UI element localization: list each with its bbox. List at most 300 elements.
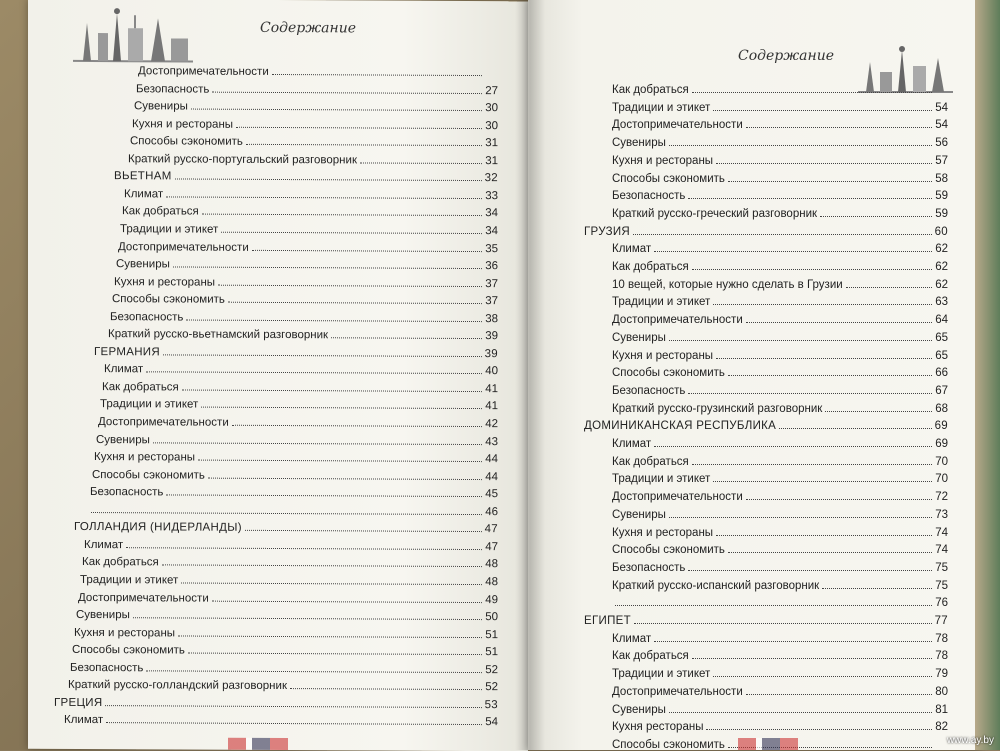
toc-page-number: 60	[934, 226, 948, 238]
toc-entry-title: Сувениры	[612, 332, 666, 344]
toc-entry-title: Краткий русско-португальский разговорник	[128, 153, 357, 166]
left-page	[28, 0, 528, 751]
toc-page-number: 65	[934, 332, 948, 344]
background-edge	[975, 0, 1000, 750]
toc-entry-title: Сувениры	[116, 258, 170, 270]
toc-section-row	[94, 342, 498, 360]
dot-leader	[713, 480, 932, 482]
toc-entry-row	[84, 535, 498, 553]
toc-entry-title: Способы сэкономить	[92, 469, 205, 482]
toc-page-number: 77	[934, 615, 948, 627]
toc-page-number: 37	[484, 295, 498, 307]
dot-leader	[360, 161, 482, 164]
dot-leader	[146, 371, 482, 375]
toc-entry-title: Достопримечательности	[612, 119, 743, 131]
toc-page-number: 50	[484, 611, 498, 623]
toc-page-number: 54	[934, 102, 948, 114]
toc-entry-row	[64, 710, 498, 728]
toc-entry-row	[136, 79, 498, 97]
dot-leader	[221, 231, 482, 234]
toc-entry-row	[612, 239, 948, 255]
toc-page-number: 66	[934, 367, 948, 379]
toc-entry-title: ВЬЕТНАМ	[114, 170, 172, 182]
toc-page-number: 30	[484, 102, 498, 114]
toc-entry-row	[94, 447, 498, 465]
dot-leader	[728, 374, 932, 376]
toc-page-number: 34	[484, 225, 498, 237]
dot-leader	[182, 388, 482, 392]
toc-entry-title: Как добраться	[612, 261, 689, 273]
toc-entry-title: Способы сэкономить	[130, 135, 243, 148]
toc-entry-title: Традиции и этикет	[612, 473, 710, 485]
toc-page-number: 79	[934, 668, 948, 680]
toc-entry-title: Как добраться	[612, 84, 689, 96]
toc-page-number: 59	[934, 190, 948, 202]
toc-entry-title: Климат	[124, 188, 163, 200]
toc-entry-row	[612, 257, 948, 273]
toc-entry-row	[116, 254, 498, 272]
book-spine	[515, 0, 545, 750]
toc-entry-row	[612, 469, 948, 485]
toc-page-number: 32	[484, 172, 498, 184]
toc-page-number: 30	[484, 120, 498, 132]
flags-decoration	[738, 738, 798, 750]
toc-entry-title: Традиции и этикет	[612, 296, 710, 308]
toc-entry-title: Кухня рестораны	[612, 721, 703, 733]
toc-entry-row	[612, 133, 948, 149]
toc-entry-title: Сувениры	[612, 137, 666, 149]
toc-entry-row	[124, 184, 498, 202]
toc-page-number: 72	[934, 491, 948, 503]
toc-entry-row	[612, 204, 948, 220]
dot-leader	[728, 180, 932, 182]
toc-entry-row	[612, 664, 948, 680]
toc-entry-title: Способы сэкономить	[612, 739, 725, 750]
dot-leader	[846, 286, 932, 288]
toc-entry-title: Как добраться	[122, 206, 199, 218]
toc-page-number: 75	[934, 580, 948, 592]
dot-leader	[654, 640, 932, 642]
dot-leader	[208, 476, 482, 479]
toc-page-number: 51	[484, 646, 498, 658]
toc-entry-row	[612, 646, 948, 662]
toc-page-number: 51	[484, 629, 498, 641]
toc-entry-title: Кухня и рестораны	[612, 155, 713, 167]
dot-leader	[779, 427, 932, 429]
toc-entry-title: Кухня и рестораны	[94, 451, 195, 464]
toc-entry-row	[612, 399, 948, 415]
dot-leader	[105, 704, 482, 708]
toc-entry-row	[612, 98, 948, 114]
toc-page-number: 39	[484, 348, 498, 360]
toc-entry-title: Сувениры	[134, 100, 188, 112]
toc-page-number: 75	[934, 562, 948, 574]
toc-entry-title: ГОЛЛАНДИЯ (НИДЕРЛАНДЫ)	[74, 521, 242, 534]
toc-page-number: 47	[484, 523, 498, 535]
toc-entry-title: Как добраться	[82, 556, 159, 568]
toc-entry-row	[612, 700, 948, 716]
dot-leader	[228, 301, 482, 304]
dot-leader	[746, 693, 932, 695]
dot-leader	[716, 357, 932, 359]
toc-page-number: 59	[934, 208, 948, 220]
toc-entry-title: ГЕРМАНИЯ	[94, 346, 160, 358]
toc-entry-title: ГРУЗИЯ	[584, 226, 630, 238]
toc-page-number: 73	[934, 509, 948, 521]
toc-page-number: 37	[484, 278, 498, 290]
dot-leader	[669, 339, 932, 341]
toc-page-number: 68	[934, 403, 948, 415]
toc-page-number: 67	[934, 385, 948, 397]
toc-page-number: 46	[484, 506, 498, 518]
toc-page-number: 33	[484, 190, 498, 202]
toc-entry-title: Как добраться	[612, 456, 689, 468]
dot-leader	[746, 126, 932, 128]
dot-leader	[91, 511, 482, 515]
toc-entry-title: Климат	[612, 633, 651, 645]
toc-entry-row	[108, 324, 498, 342]
toc-page-number: 54	[934, 119, 948, 131]
dot-leader	[669, 711, 932, 713]
toc-entry-title: Безопасность	[90, 486, 163, 498]
toc-entry-title: ДОМИНИКАНСКАЯ РЕСПУБЛИКА	[584, 420, 776, 432]
toc-entry-row	[612, 275, 948, 291]
toc-page-number: 38	[484, 313, 498, 325]
toc-entry-title: Сувениры	[612, 509, 666, 521]
toc-page-number: 43	[484, 436, 498, 448]
toc-entry-row	[104, 359, 498, 377]
toc-entry-row	[100, 395, 498, 413]
toc-entry-title: Как добраться	[102, 381, 179, 393]
toc-section-row	[584, 416, 948, 432]
toc-entry-title: Традиции и этикет	[120, 223, 218, 236]
dot-leader	[246, 143, 482, 146]
dot-leader	[746, 321, 932, 323]
toc-entry-row	[612, 523, 948, 539]
toc-entry-row	[74, 623, 498, 641]
toc-entry-row	[68, 675, 498, 693]
toc-entry-title: Достопримечательности	[612, 686, 743, 698]
dot-leader	[272, 73, 482, 76]
dot-leader	[688, 392, 932, 394]
toc-page-number: 27	[484, 85, 498, 97]
toc-page-number: 70	[934, 473, 948, 485]
toc-entry-row	[612, 487, 948, 503]
toc-page-number: 69	[934, 420, 948, 432]
toc-entry-row	[138, 61, 498, 79]
dot-leader	[669, 144, 932, 146]
toc-entry-title: Безопасность	[612, 385, 685, 397]
dot-leader	[615, 604, 932, 606]
toc-entry-row	[102, 377, 498, 395]
toc-entry-title: Краткий русско-вьетнамский разговорник	[108, 328, 328, 341]
toc-page-number: 78	[934, 633, 948, 645]
toc-entry-title: Сувениры	[76, 609, 130, 621]
toc-entry-row	[132, 114, 498, 132]
toc-entry-row	[130, 131, 498, 149]
dot-leader	[692, 657, 932, 659]
toc-entry-row	[134, 96, 498, 114]
toc-section-row	[584, 222, 948, 238]
toc-entry-title: ГРЕЦИЯ	[54, 697, 102, 709]
toc-entry-row	[612, 452, 948, 468]
toc-entry-row	[612, 381, 948, 397]
toc-entry-row	[78, 587, 498, 605]
toc-page-number: 82	[934, 721, 948, 733]
toc-entry-title: Кухня и рестораны	[612, 527, 713, 539]
toc-entry-title: Достопримечательности	[98, 416, 229, 429]
toc-entry-row	[612, 434, 948, 450]
toc-page-number: 74	[934, 544, 948, 556]
toc-entry-title: Кухня и рестораны	[114, 276, 215, 289]
flags-decoration	[228, 738, 288, 750]
dot-leader	[634, 622, 932, 624]
dot-leader	[166, 195, 482, 199]
dot-leader	[692, 91, 932, 93]
toc-entry-title: Кухня и рестораны	[74, 627, 175, 640]
toc-page-number: 65	[934, 350, 948, 362]
dot-leader	[716, 534, 932, 536]
toc-page-number: 63	[934, 296, 948, 308]
toc-page-number: 39	[484, 330, 498, 342]
dot-leader	[106, 721, 482, 725]
toc-page-number: 48	[484, 576, 498, 588]
dot-leader	[186, 318, 482, 322]
toc-page-number: 62	[934, 279, 948, 291]
right-page	[528, 0, 980, 750]
toc-entry-title: Традиции и этикет	[612, 102, 710, 114]
dot-leader	[692, 268, 932, 270]
dot-leader	[746, 498, 932, 500]
dot-leader	[191, 108, 482, 112]
toc-entry-title: Традиции и этикет	[612, 668, 710, 680]
watermark: www.ay.by	[947, 735, 994, 746]
toc-entry-title: Традиции и этикет	[100, 399, 198, 412]
toc-page-number: 31	[484, 137, 498, 149]
toc-entry-row	[612, 186, 948, 202]
toc-entry-title: Климат	[104, 363, 143, 375]
dot-leader	[245, 529, 482, 532]
toc-entry-row	[96, 430, 498, 448]
dot-leader	[633, 233, 932, 235]
toc-entry-title: Как добраться	[612, 650, 689, 662]
dot-leader	[163, 353, 482, 357]
dot-leader	[713, 675, 932, 677]
toc-entry-row	[98, 412, 498, 430]
dot-leader	[198, 459, 482, 462]
toc-entry-row	[612, 576, 948, 592]
toc-section-row	[114, 166, 498, 184]
toc-entry-title: Кухня и рестораны	[612, 350, 713, 362]
dot-leader	[290, 687, 482, 690]
toc-page-number: 40	[484, 365, 498, 377]
toc-entry-row	[76, 605, 498, 623]
toc-page-number: 42	[484, 418, 498, 430]
dot-leader	[166, 494, 482, 498]
toc-page-number: 45	[484, 488, 498, 500]
toc-entry-title: Безопасность	[70, 662, 143, 674]
toc-page-number: 70	[934, 456, 948, 468]
dot-leader	[716, 162, 932, 164]
dot-leader	[713, 109, 932, 111]
dot-leader	[692, 463, 932, 465]
toc-entry-row	[612, 540, 948, 556]
toc-entry-title: Способы сэкономить	[612, 544, 725, 556]
toc-page-number: 49	[484, 594, 498, 606]
toc-entry-title: Краткий русско-грузинский разговорник	[612, 403, 822, 415]
toc-section-row	[74, 517, 498, 535]
page-heading: Содержание	[738, 48, 834, 64]
toc-entry-title: Достопримечательности	[78, 591, 209, 604]
toc-page-number: 52	[484, 664, 498, 676]
toc-entry-row	[128, 149, 498, 167]
toc-entry-row	[120, 219, 498, 237]
toc-entry-row	[612, 505, 948, 521]
toc-entry-row	[612, 115, 948, 131]
dot-leader	[178, 634, 482, 638]
toc-entry-title: Климат	[612, 438, 651, 450]
dot-leader	[713, 303, 932, 305]
toc-page-number: 57	[934, 155, 948, 167]
dot-leader	[173, 265, 482, 269]
toc-entry-title: Способы сэкономить	[612, 367, 725, 379]
toc-page-number: 58	[934, 173, 948, 185]
dot-leader	[126, 546, 482, 550]
dot-leader	[218, 283, 482, 286]
toc-page-number: 62	[934, 243, 948, 255]
toc-entry-title: Достопримечательности	[138, 65, 269, 78]
dot-leader	[825, 410, 932, 412]
toc-page-number: 44	[484, 453, 498, 465]
toc-page-number: 44	[484, 471, 498, 483]
toc-entry-row	[80, 570, 498, 588]
toc-entry-title: Климат	[64, 714, 103, 726]
dot-leader	[201, 406, 482, 409]
toc-entry-title: Безопасность	[612, 190, 685, 202]
toc-entry-row	[72, 640, 498, 658]
toc-entry-row	[612, 80, 948, 96]
dot-leader	[188, 652, 482, 656]
dot-leader	[688, 569, 932, 571]
toc-entry-row	[118, 237, 498, 255]
toc-page-number: 64	[934, 314, 948, 326]
toc-entry-row	[612, 682, 948, 698]
toc-entry-row	[88, 500, 498, 518]
toc-entry-row	[92, 465, 498, 483]
toc-entry-row	[612, 629, 948, 645]
toc-entry-row	[90, 482, 498, 500]
toc-page-number: 36	[484, 260, 498, 272]
toc-list	[28, 0, 528, 1]
toc-entry-title: Безопасность	[136, 83, 209, 95]
dot-leader	[820, 215, 932, 217]
dot-leader	[654, 250, 932, 252]
toc-page-number: 47	[484, 541, 498, 553]
toc-entry-row	[612, 363, 948, 379]
toc-page-number: 54	[484, 716, 498, 728]
toc-entry-title: Безопасность	[110, 311, 183, 323]
landmarks-illustration-icon	[73, 3, 193, 64]
toc-page-number: 31	[484, 155, 498, 167]
dot-leader	[654, 445, 932, 447]
toc-entry-title: Достопримечательности	[118, 241, 249, 254]
toc-page-number: 76	[934, 597, 948, 609]
dot-leader	[728, 551, 932, 553]
dot-leader	[181, 581, 482, 585]
dot-leader	[669, 516, 932, 518]
toc-entry-title: Сувениры	[96, 434, 150, 446]
toc-entry-title: Климат	[612, 243, 651, 255]
toc-section-row	[54, 693, 498, 711]
toc-entry-title: 10 вещей, которые нужно сделать в Грузии	[612, 279, 843, 291]
toc-entry-row	[612, 292, 948, 308]
toc-page-number: 53	[484, 699, 498, 711]
toc-entry-title: Краткий русско-голландский разговорник	[68, 679, 287, 692]
toc-entry-row	[114, 272, 498, 290]
dot-leader	[212, 599, 482, 602]
toc-page-number: 41	[484, 383, 498, 395]
toc-page-number: 80	[934, 686, 948, 698]
toc-entry-row	[612, 558, 948, 574]
dot-leader	[252, 248, 482, 251]
toc-entry-row	[110, 307, 498, 325]
toc-entry-row	[612, 328, 948, 344]
toc-entry-row	[70, 658, 498, 676]
dot-leader	[236, 125, 482, 128]
toc-entry-row	[122, 202, 498, 220]
toc-page-number: 78	[934, 650, 948, 662]
toc-entry-row	[612, 593, 948, 609]
toc-page-number: 62	[934, 261, 948, 273]
toc-page-number: 56	[934, 137, 948, 149]
dot-leader	[175, 178, 482, 182]
toc-page-number: 69	[934, 438, 948, 450]
toc-entry-title: Краткий русско-греческий разговорник	[612, 208, 817, 220]
toc-entry-title: Способы сэкономить	[72, 644, 185, 657]
dot-leader	[232, 424, 482, 427]
dot-leader	[688, 197, 932, 199]
toc-entry-row	[112, 289, 498, 307]
toc-entry-title: Способы сэкономить	[112, 293, 225, 306]
toc-page-number: 81	[934, 704, 948, 716]
toc-entry-title: Традиции и этикет	[80, 574, 178, 587]
toc-entry-title: Способы сэкономить	[612, 173, 725, 185]
toc-entry-row	[612, 717, 948, 733]
toc-entry-title: Безопасность	[612, 562, 685, 574]
toc-page-number: 52	[484, 681, 498, 693]
dot-leader	[706, 728, 932, 730]
toc-page-number: 35	[484, 243, 498, 255]
toc-entry-row	[612, 169, 948, 185]
dot-leader	[153, 441, 482, 445]
toc-entry-row	[612, 310, 948, 326]
toc-page-number: 48	[484, 558, 498, 570]
toc-entry-row	[612, 346, 948, 362]
dot-leader	[162, 564, 482, 568]
page-heading: Содержание	[260, 20, 356, 37]
toc-entry-title: Кухня и рестораны	[132, 118, 233, 131]
toc-entry-title: Климат	[84, 539, 123, 551]
toc-section-row	[584, 611, 948, 627]
dot-leader	[212, 90, 482, 93]
toc-entry-row	[82, 552, 498, 570]
dot-leader	[133, 616, 482, 620]
toc-entry-title: Сувениры	[612, 704, 666, 716]
toc-entry-title: Краткий русско-испанский разговорник	[612, 580, 819, 592]
dot-leader	[202, 213, 482, 216]
toc-entry-title: Достопримечательности	[612, 491, 743, 503]
toc-page-number: 41	[484, 401, 498, 413]
